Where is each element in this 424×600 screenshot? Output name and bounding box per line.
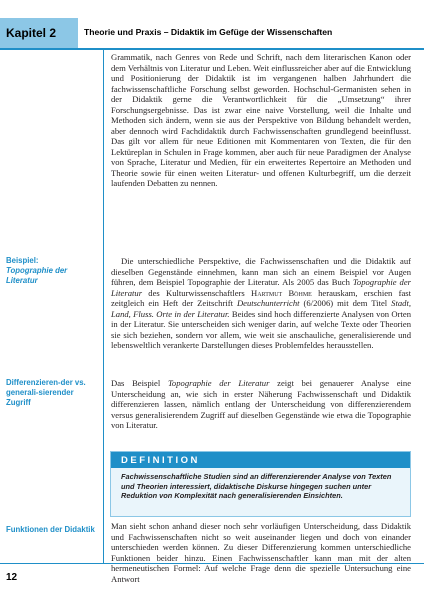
margin-note-zugriff: Differenzieren-der vs. generali-sierender Zugriff [6,378,86,407]
paragraph-4: Man sieht schon anhand dieser noch sehr vorläufigen Unterscheidung, dass Didaktik und Fachwissenschaften nicht so weit auseinander liegen und doch von einander unterschieden werden können. Zu dieser Differenzierung kommen unterschiedliche Funktionen beider hinzu. Einen Fachwissenschaftler kann man mit der alten hermeneutischen Formel: Auf welche Frage denn die spezielle Untersuchung eine Antwort [111,521,411,584]
paragraph-2-text-d: (6/2006) mit dem Titel [299,298,392,308]
paragraph-2-text-c: herauskam, erschien fast zeitgleich ein Heft der Zeitschrift [111,287,411,308]
chapter-title: Theorie und Praxis – Didaktik im Gefüge der Wissenschaften [84,27,333,37]
margin-note-beispiel-title: Beispiel: [6,256,39,265]
paragraph-3 [111,378,411,431]
paragraph-1: Grammatik, nach Genres von Rede und Schrift, nach dem literarischen Kanon oder dem Verhältnis von Literatur und Leben. Weit einflussreicher aber auf die Entwicklung und Positionierung der Didaktik ist im vergangenen halben Jahrhundert die fachwissenschaftliche Forschung selbst geworden. Hochschul-Germanisten sehen in der Didaktik gerne die Verantwortlichkeit für die „Umsetzung“ ihrer Forschungsergebnisse. Das ist zwar eine naive Vorstellung, weil die Inhalte und Methoden sich ändern, wenn sie aus der Perspektive von Bildung behandelt werden, aber dennoch wird Fachdidaktik durch Fachwissenschaften grundlegend beeinflusst. Das gilt vor allem für neue Editionen mit Kommentaren von Texten, die für den Lektüreplan in Schulen in Frage kommen, aber auch für neue Paradigmen der Analyse von Sprache, Literatur und Medien, für ein erweitertes Repertoire an Methoden und Theorie sowie für einen weiten Literatur- und offenen Kulturbegriff, um die derzeit laufenden Debatten zu nennen. [111,52,411,188]
margin-note-funktionen: Funktionen der Didaktik [6,525,95,534]
footer-rule [0,563,424,564]
journal-title: Deutschunterricht [236,298,300,308]
definition-label: DEFINITION [121,455,200,466]
chapter-label: Kapitel 2 [6,26,57,40]
book-title-topographie: Topographie der Literatur [111,277,412,298]
definition-box [110,451,411,517]
author-name: Hartmut Böhme [251,287,312,298]
header-rule [0,48,424,50]
page-number: 12 [6,572,18,583]
paragraph-2-text-a: Die unterschiedliche Perspektive, die Fachwissenschaften und die Didaktik auf dieselben Gegenstände einnehmen, kann man sich an einem Beispiel vor Augen führen, dem Beispiel Topographie der Literatur. Als 2005 das Buch [111,256,411,287]
issue-title: Stadt, Land, Fluss. Orte in der Literatur. [111,298,411,319]
paragraph-3-text-b: zeigt bei genauerer Analyse eine Unterscheidung an, wie sich in erster Näherung Fachwissenschaft und Didaktik differenzieren lassen, nämlich entlang der Unterscheidung von differenzierendem versus generalisierendem Zugriff auf dieselben Gegenstände wie etwa die Topographie von Literatur. [111,378,412,430]
paragraph-2 [111,256,411,351]
page-header [0,0,424,50]
paragraph-3-text-a: Das Beispiel [111,378,168,388]
book-title-topographie-2: Topographie der Literatur [167,378,270,388]
margin-column-rule [103,48,104,563]
definition-text: Fachwissenschaftliche Studien sind an differenzierender Analyse von Texten und Theorien interessiert, didaktische Diskurse hingegen suchen unter Reduktion von Komplexität nach generalisierenden Einsichten. [121,472,392,501]
paragraph-2-text-e: Beides sind hoch differenzierte Analysen von Orten in der Literatur. Sie unterscheiden sich weniger darin, auf welche Texte oder Theorien sie sich beziehen, sondern vor allem, wie weit sie anschauliche, generalisierende und lebensweltlich verankerte Darstellungen dieses Problemfeldes herausstellen. [111,308,411,350]
paragraph-2-text-b: des Kulturwissenschaftlers [142,287,252,298]
margin-note-beispiel-sub: Topographie der Literatur [6,266,68,285]
margin-note-beispiel [6,256,98,286]
